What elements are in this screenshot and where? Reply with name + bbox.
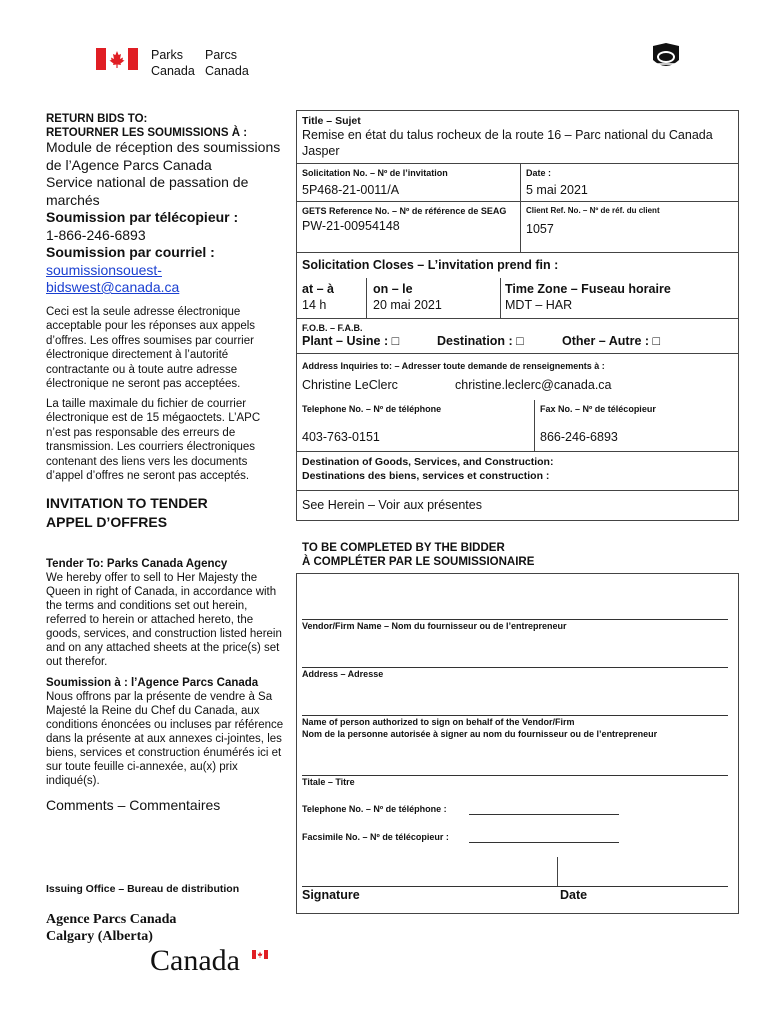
parks-en-line1: Parks: [151, 48, 183, 62]
parks-en-line2: Canada: [151, 64, 195, 79]
email-submission-label: Soumission par courriel :: [46, 244, 215, 260]
agency-name: Agence Parcs Canada: [46, 912, 177, 927]
signature-label: Signature: [302, 888, 360, 902]
return-bids-fr: RETOURNER LES SOUMISSIONS À :: [46, 127, 248, 140]
bidder-fax-line[interactable]: [469, 842, 619, 843]
parks-canada-en: [151, 47, 195, 80]
return-bids-heading: [46, 112, 247, 141]
authorized-person-label: [302, 717, 657, 740]
issuing-office-address: [46, 912, 176, 946]
canada-flag-icon: [96, 48, 138, 75]
parks-fr-line2: Canada: [205, 64, 249, 79]
address-inquiries-label: Address Inquiries to: – Adresser toute demande de renseignements à :: [302, 361, 605, 371]
wordmark-flag-icon: [252, 946, 268, 964]
see-herein: See Herein – Voir aux présentes: [302, 498, 482, 512]
vendor-name-line[interactable]: [302, 619, 728, 620]
fax-value: 866-246-6893: [540, 430, 618, 444]
time-zone-cell: [505, 282, 671, 313]
date-signature-label: Date: [560, 888, 588, 902]
title-label: Title – Sujet: [302, 115, 361, 127]
authorized-person-line[interactable]: [302, 715, 728, 716]
soumission-block: [46, 676, 286, 788]
email-link-line1: soumissionsouest-: [46, 261, 162, 278]
tender-to-block: [46, 557, 286, 669]
email-note-1: Ceci est la seule adresse électronique acceptable pour les réponses aux appels d’offres. Les offres soumises par courrier électronique directement à l’autorité contractante ou à toute autre adresse électronique ne seront pas acceptées.: [46, 306, 256, 390]
comments-label: Comments – Commentaires: [46, 797, 221, 813]
parks-fr-line1: Parcs: [205, 48, 237, 62]
address-line[interactable]: [302, 667, 728, 668]
solicitation-no-cell: [302, 168, 512, 197]
fob-label: F.O.B. – F.A.B.: [302, 323, 363, 333]
time-zone-label: Time Zone – Fuseau horaire: [505, 282, 671, 296]
contact-email[interactable]: christine.leclerc@canada.ca: [455, 378, 612, 392]
service-text: Service national de passation de marchés: [46, 174, 249, 208]
client-ref-label: Client Ref. No. – Nº de réf. du client: [526, 206, 660, 215]
telephone-value: 403-763-0151: [302, 430, 380, 444]
bidder-heading-fr: À COMPLÉTER PAR LE SOUMISSIONAIRE: [302, 556, 535, 569]
at-value: 14 h: [302, 297, 327, 312]
fob-other-option[interactable]: Other – Autre : □: [562, 334, 661, 348]
fax-label: Fax No. – Nº de télécopieur: [540, 404, 656, 414]
destination-goods-label: [302, 456, 553, 483]
bidder-telephone-line[interactable]: [469, 814, 619, 815]
client-ref-value: 1057: [526, 222, 554, 236]
agency-city: Calgary (Alberta): [46, 928, 153, 944]
titale-label: Titale – Titre: [302, 777, 355, 787]
invitation-heading: [46, 494, 208, 532]
module-text: Module de réception des soumissions de l’Agence Parcs Canada: [46, 139, 281, 173]
soumission-label: Soumission à : l’Agence Parcs Canada: [46, 677, 259, 689]
contact-name: Christine LeClerc: [302, 378, 398, 392]
bidder-telephone-label: Telephone No. – Nº de téléphone :: [302, 804, 447, 814]
gets-reference-cell: [302, 206, 512, 233]
itt-en: INVITATION TO TENDER: [46, 495, 208, 511]
signature-divider: [557, 857, 558, 887]
fax-submission-number: 1-866-246-6893: [46, 226, 146, 243]
return-bids-en: RETURN BIDS TO:: [46, 113, 148, 125]
gets-reference-value: PW-21-00954148: [302, 218, 400, 233]
gets-reference-label: GETS Reference No. – Nº de référence de SEAG: [302, 206, 507, 216]
date-cell: [526, 168, 731, 197]
closing-time-cell: [302, 282, 334, 313]
authorized-person-fr: Nom de la personne autorisée à signer au nom du fournisseur ou de l’entrepreneur: [302, 728, 658, 739]
title-cell: [302, 115, 732, 159]
title-line[interactable]: [302, 775, 728, 776]
closing-date-cell: [373, 282, 442, 313]
email-link-line2: bidswest@canada.ca: [46, 279, 180, 295]
tender-to-label: Tender To: Parks Canada Agency: [46, 558, 228, 570]
fax-submission-label: Soumission par télécopieur :: [46, 209, 239, 225]
soumission-text: Nous offrons par la présente de vendre à Sa Majesté la Reine du Chef du Canada, aux conditions énoncées ou incluses par référence dans la présente at aux annexes ci-jointes, les biens, services et construction énumérés ici et sur toute feuille ci-annexée, au(x) prix indiqué(s).: [46, 691, 284, 788]
bidder-heading-en: TO BE COMPLETED BY THE BIDDER: [302, 542, 505, 554]
itt-fr: APPEL D’OFFRES: [46, 513, 168, 530]
telephone-label: Telephone No. – Nº de téléphone: [302, 404, 442, 414]
email-submission-link[interactable]: [46, 262, 286, 297]
canada-wordmark: [150, 944, 240, 978]
bidder-fax-label: Facsimile No. – Nº de télécopieur :: [302, 832, 449, 842]
signature-line[interactable]: [302, 886, 728, 887]
fob-destination-option[interactable]: Destination : □: [437, 334, 524, 348]
address-label: Address – Adresse: [302, 669, 384, 679]
tender-to-text: We hereby offer to sell to Her Majesty the Queen in right of Canada, in accordance with the terms and conditions set out herein, referred to herein or attached hereto, the goods, services, and construction listed herein and on any attached sheets at the price(s) set out therefor.: [46, 572, 282, 669]
solicitation-closes-label: Solicitation Closes – L’invitation prend fin :: [302, 258, 559, 272]
parks-canada-fr: [205, 47, 249, 80]
destination-goods-fr: Destinations des biens, services et construction :: [302, 469, 550, 482]
vendor-name-label: Vendor/Firm Name – Nom du fournisseur ou de l’entrepreneur: [302, 621, 567, 631]
on-value: 20 mai 2021: [373, 297, 442, 312]
time-zone-value: MDT – HAR: [505, 297, 573, 312]
authorized-person-en: Name of person authorized to sign on behalf of the Vendor/Firm: [302, 717, 575, 727]
date-value: 5 mai 2021: [526, 183, 588, 197]
on-label: on – le: [373, 282, 413, 296]
title-value: Remise en état du talus rocheux de la route 16 – Parc national du Canada Jasper: [302, 128, 713, 158]
bidder-heading: [302, 541, 534, 570]
destination-goods-en: Destination of Goods, Services, and Construction:: [302, 456, 554, 468]
date-label: Date :: [526, 168, 552, 178]
beaver-logo-icon: [650, 42, 682, 77]
solicitation-no-label: Solicitation No. – Nº de l’invitation: [302, 168, 448, 178]
client-ref-cell: [526, 206, 736, 236]
solicitation-no-value: 5P468-21-0011/A: [302, 183, 400, 197]
return-address-block: [46, 139, 286, 297]
email-note-2: La taille maximale du fichier de courrier électronique est de 15 mégaoctets. L’APC n’est pas responsable des erreurs de transmission. Les courriers électroniques contenant des liens vers les documents d’appel d’offres ne seront pas acceptés.: [46, 398, 261, 482]
at-label: at – à: [302, 282, 334, 296]
canada-wordmark-text: Canada: [150, 944, 240, 977]
fob-plant-option[interactable]: Plant – Usine : □: [302, 334, 400, 348]
issuing-office-label: Issuing Office – Bureau de distribution: [46, 883, 240, 895]
